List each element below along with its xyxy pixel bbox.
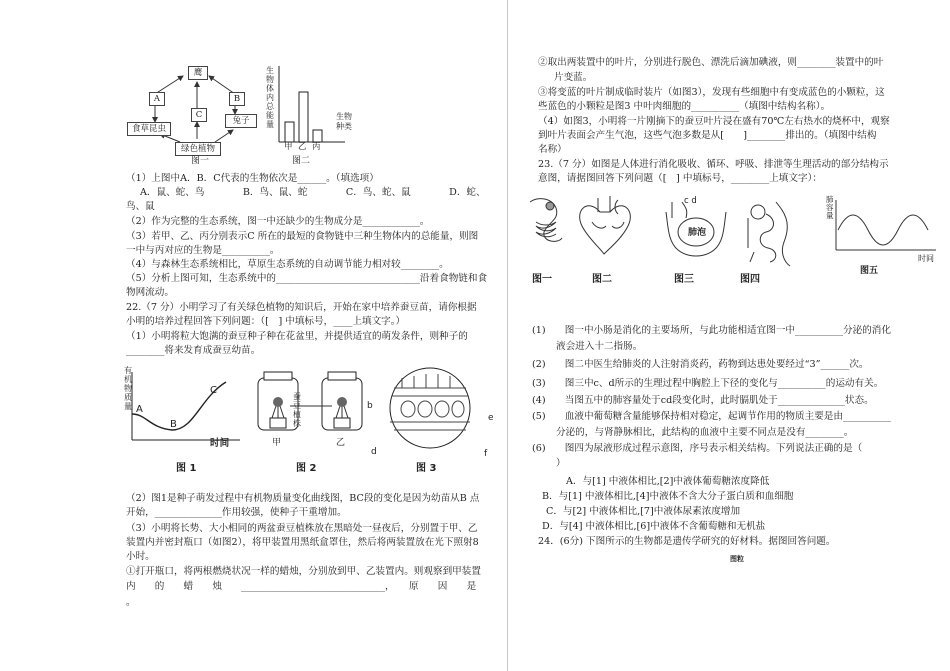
option-a: A．与[1] 中液体相比,[2]中液体葡萄糖浓度降低 — [566, 476, 770, 487]
q22-4-part4c: 名称） — [538, 144, 567, 155]
q22-head: 22.（7 分）小明学习了有关绿色植物的知识后，开始在家中培养蚕豆苗，请你根据 — [126, 302, 477, 313]
fig-one-caption: 图一 — [532, 274, 552, 285]
q22-3e: 内 的 蜡 烛 ______________________________， 原 因 是 — [126, 581, 477, 592]
node-c: C — [191, 108, 207, 122]
q22-1a: （1）小明将粒大饱满的蚕豆种子种在花盆里，并提供适宜的萌发条件，则种子的 — [126, 331, 468, 342]
fig5-ylabel: 肺容量 — [826, 195, 834, 220]
jar-yi-label: 乙 — [336, 438, 346, 448]
bottom-figure-caption: 图粒 — [730, 554, 744, 563]
leaf-label-d: d — [371, 447, 377, 457]
curve-point-a: A — [136, 404, 143, 415]
leaf-label-f: f — [484, 449, 488, 459]
q23-6b: ） — [556, 458, 566, 469]
curve-point-c: C — [210, 385, 217, 396]
fig2-caption: 图二 — [292, 156, 311, 166]
fig2-cat-jia: 甲 — [284, 142, 293, 152]
q23-3: (3) 图三中c、d所示的生理过程中胸腔上下径的变化与__________的运动有关。 — [532, 378, 884, 389]
jar-plant-label: 蚕豆植株 — [293, 392, 301, 428]
q22-2a: （2）图1是种子萌发过程中有机物质量变化曲线图，BC段的变化是因为幼苗从B 点 — [126, 493, 480, 504]
fig-two-caption: 图二 — [592, 274, 612, 285]
q21-1-options: A．鼠、蛇、鸟 B．鸟、鼠、蛇 C．鸟、蛇、鼠 D．蛇、 — [140, 187, 486, 198]
fig-cd-label: c d — [684, 196, 697, 206]
fig-3-caption: 图 3 — [416, 463, 437, 474]
option-d: D．与[4] 中液体相比,[6]中液体不含葡萄糖和无机盐 — [542, 521, 766, 532]
fig-three-caption: 图三 — [674, 274, 694, 285]
eagle-node: 鹰 — [188, 66, 208, 80]
q24-head: 24．(6分) 下图所示的生物都是遗传学研究的好材料。据图回答问题。 — [538, 536, 836, 547]
right-column — [508, 0, 950, 671]
fig2-ylabel: 生物体内总能量 — [266, 66, 274, 129]
fig2-cat-bing: 丙 — [312, 142, 321, 152]
option-c: C．与[2] 中液体相比,[7]中液体尿素浓度增加 — [546, 506, 741, 517]
fig-five-caption: 图五 — [860, 266, 879, 276]
q22-3c: 小时。 — [126, 551, 155, 562]
q23-6a: (6) 图四为尿液形成过程示意图，序号表示相关结构。下列说法正确的是（ — [532, 443, 863, 454]
q23-5a: (5) 血液中葡萄糖含量能够保持相对稳定，起调节作用的物质主要是由__________ — [532, 411, 891, 422]
q22-4-part4a: （4）如图3，小明将一片刚摘下的蚕豆叶片浸在盛有70℃左右热水的烧杯中，观察 — [538, 116, 890, 127]
q22-4-part2a: ②取出两装置中的叶片，分别进行脱色、漂洗后滴加碘液，则________装置中的叶 — [538, 57, 884, 68]
q23-head2: 意图，请据图回答下列问题（[ ] 中填标号，________上填文字）： — [538, 173, 822, 184]
fig-lung-label: 肺泡 — [688, 228, 707, 238]
q21-5b: 物网流动。 — [126, 287, 174, 298]
bell-jars-figure — [250, 368, 370, 448]
q22-1b: ________将来发育成蚕豆幼苗。 — [126, 345, 261, 356]
q22-head2: 小明的培养过程回答下列问题：（[ ] 中填标号，____上填文字。） — [126, 316, 406, 327]
q23-2: (2) 图二中医生给肺炎的人注射消炎药，药物到达患处要经过“3”______次。 — [532, 359, 869, 370]
q22-4-part4b: 到叶片表面会产生气泡，这些气泡多数是从[ ]________排出的。（填图中结构 — [538, 130, 877, 141]
curve-point-b: B — [170, 419, 177, 430]
q23-1b: 液会进入十二指肠。 — [556, 341, 643, 352]
q21-5a: （5）分析上图可知，生态系统中的______________________________沿着食物链和食 — [126, 273, 488, 284]
node-a: A — [149, 92, 165, 106]
q22-4-part2b: 片变蓝。 — [554, 72, 593, 83]
fig-2-caption: 图 2 — [296, 463, 317, 474]
insect-node: 食草昆虫 — [127, 122, 171, 136]
physiology-figures — [518, 192, 938, 272]
q21-3b: 一中与丙对应的生物是__________。 — [126, 245, 280, 256]
fig-1-caption: 图 1 — [176, 463, 197, 474]
q22-3f: 。 — [126, 597, 136, 608]
q23-1a: (1) 图一中小肠是消化的主要场所，与此功能相适宜图一中__________分泌的消化 — [532, 325, 891, 336]
bar-yi — [299, 92, 308, 142]
q23-head: 23.（7 分）如图是人体进行消化吸收、循环、呼吸、排泄等生理活动的部分结构示 — [538, 159, 889, 170]
q22-3d: ①打开瓶口，将两根燃烧状况一样的蜡烛，分别放到甲、乙装置内。则观察到甲装置 — [126, 566, 481, 577]
q21-1: （1）上图中A．B．C代表的生物依次是______。（填选项） — [126, 173, 379, 184]
q22-4-part3a: ③将变蓝的叶片制成临时装片（如图3），发现有些细胞中有变成蓝色的小颗粒，这 — [538, 87, 885, 98]
fig-four-caption: 图四 — [740, 274, 760, 285]
leaf-label-b: b — [367, 401, 373, 411]
curve-ylabel: 有机物质量 — [124, 366, 132, 411]
leaf-cross-section — [380, 366, 490, 452]
q23-4: (4) 当图五中的肺容量处于cd段变化时，此时膈肌处于______________状态。 — [532, 395, 874, 406]
q21-4: （4）与森林生态系统相比，草原生态系统的自动调节能力相对较________。 — [126, 259, 449, 270]
plants-node: 绿色植物 — [175, 142, 221, 156]
q21-3a: （3）若甲、乙、丙分别表示C 所在的最短的食物链中三种生物体内的总能量，则图 — [126, 231, 479, 242]
q23-5b: 分泌的，与肾静脉相比，此结构的血液中主要不同点是没有________。 — [556, 427, 854, 438]
q21-2: （2）作为完整的生态系统，图一中还缺少的生物成分是____________。 — [126, 216, 430, 227]
fig5-time: 时间 — [918, 254, 934, 263]
fig1-caption: 图一 — [191, 156, 210, 166]
rabbit-node: 兔子 — [225, 114, 257, 128]
curve-xlabel: 时间 — [210, 438, 230, 449]
q22-2b: 开始，______________作用较强，使种子干重增加。 — [126, 507, 347, 518]
leaf-label-e: e — [488, 413, 494, 423]
jar-jia-label: 甲 — [272, 438, 282, 448]
q22-3b: 装置内并密封瓶口（如图2），将甲装置用黑纸盒罩住，然后将两装置放在光下照射8 — [126, 537, 479, 548]
node-b: B — [229, 92, 245, 106]
option-b: B．与[1] 中液体相比,[4]中液体不含大分子蛋白质和血细胞 — [542, 491, 794, 502]
q22-4-part3b: 些蓝色的小颗粒是图3 中叶肉细胞的__________（填图中结构名称）。 — [538, 101, 831, 112]
bar-jia — [285, 122, 294, 142]
food-web-figure — [125, 64, 265, 164]
fig2-xlabel: 生物种类 — [336, 112, 352, 131]
q21-1-options-cont: 鸟、鼠 — [126, 201, 155, 212]
q22-3a: （3）小明将长势、大小相同的两盆蚕豆植株放在黑暗处一昼夜后，分别置于甲、乙 — [126, 523, 478, 534]
fig2-cat-yi: 乙 — [298, 142, 307, 152]
